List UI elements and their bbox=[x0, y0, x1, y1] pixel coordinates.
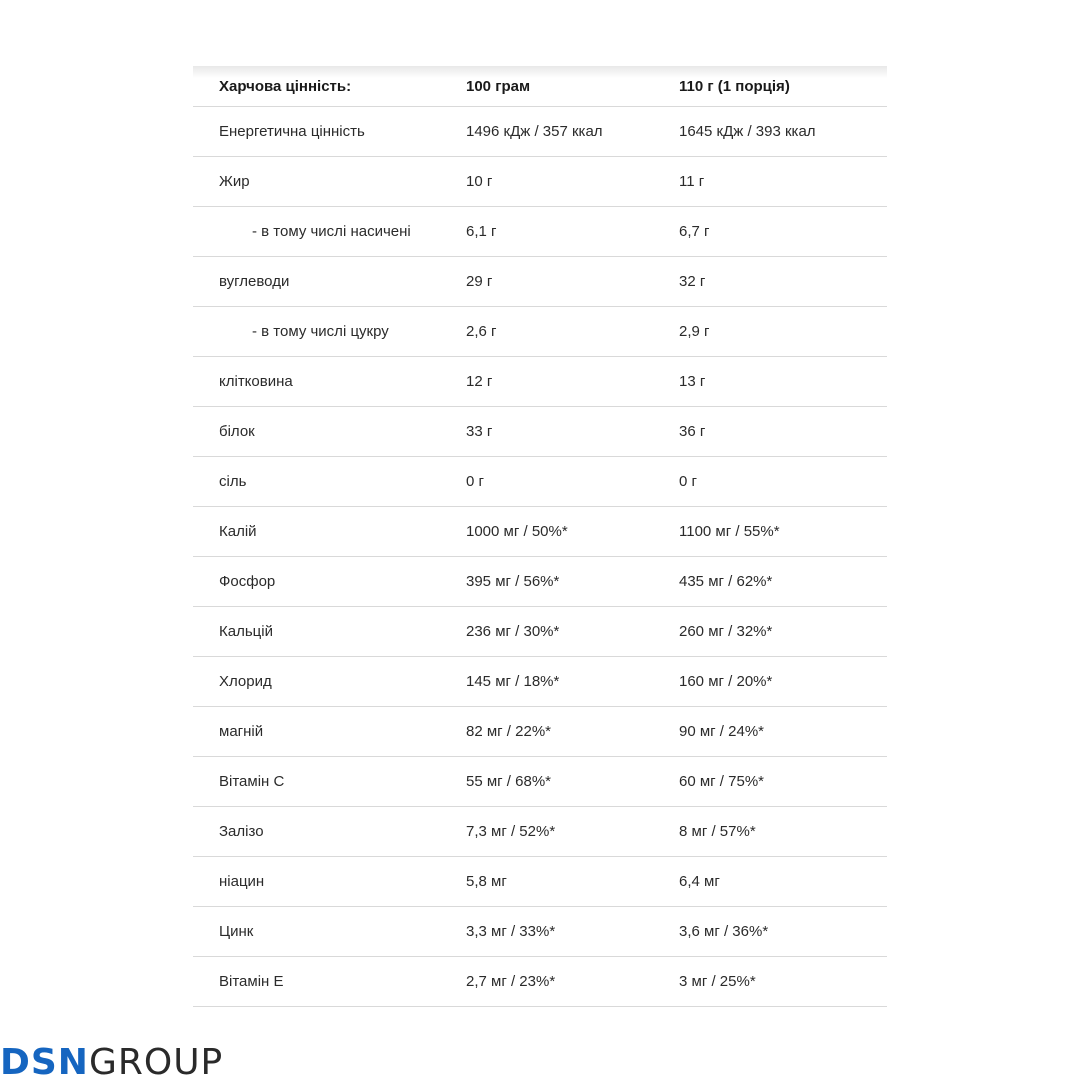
per-serving-cell: 60 мг / 75%* bbox=[679, 757, 887, 807]
per-serving-cell: 36 г bbox=[679, 407, 887, 457]
table-row bbox=[193, 657, 887, 707]
per-serving-cell: 32 г bbox=[679, 257, 887, 307]
table-row bbox=[193, 407, 887, 457]
header-per-serving: 110 г (1 порція) bbox=[679, 66, 887, 107]
nutrition-table-container bbox=[193, 66, 887, 1007]
table-row bbox=[193, 957, 887, 1007]
per-serving-cell: 160 мг / 20%* bbox=[679, 657, 887, 707]
per-serving-cell: 435 мг / 62%* bbox=[679, 557, 887, 607]
nutrient-name-cell: Жир bbox=[193, 157, 466, 207]
table-row bbox=[193, 857, 887, 907]
nutrient-name-cell: Фосфор bbox=[193, 557, 466, 607]
per-100g-cell: 5,8 мг bbox=[466, 857, 679, 907]
per-100g-cell: 10 г bbox=[466, 157, 679, 207]
nutrient-name-cell: ніацин bbox=[193, 857, 466, 907]
nutrient-name-cell: сіль bbox=[193, 457, 466, 507]
nutrient-name-cell: Калій bbox=[193, 507, 466, 557]
table-header-row bbox=[193, 66, 887, 107]
per-serving-cell: 2,9 г bbox=[679, 307, 887, 357]
table-row bbox=[193, 357, 887, 407]
logo-dsn-text: DSN bbox=[0, 1041, 89, 1080]
nutrient-name-cell: клітковина bbox=[193, 357, 466, 407]
per-serving-cell: 13 г bbox=[679, 357, 887, 407]
per-serving-cell: 8 мг / 57%* bbox=[679, 807, 887, 857]
table-row bbox=[193, 807, 887, 857]
per-100g-cell: 3,3 мг / 33%* bbox=[466, 907, 679, 957]
per-100g-cell: 2,7 мг / 23%* bbox=[466, 957, 679, 1007]
table-body bbox=[193, 107, 887, 1007]
per-serving-cell: 1645 кДж / 393 ккал bbox=[679, 107, 887, 157]
per-serving-cell: 0 г bbox=[679, 457, 887, 507]
nutrient-name-cell: магній bbox=[193, 707, 466, 757]
table-row bbox=[193, 707, 887, 757]
table-row bbox=[193, 907, 887, 957]
table-row bbox=[193, 457, 887, 507]
per-100g-cell: 12 г bbox=[466, 357, 679, 407]
per-100g-cell: 145 мг / 18%* bbox=[466, 657, 679, 707]
nutrient-name-cell: Хлорид bbox=[193, 657, 466, 707]
table-row bbox=[193, 507, 887, 557]
per-serving-cell: 3 мг / 25%* bbox=[679, 957, 887, 1007]
per-100g-cell: 6,1 г bbox=[466, 207, 679, 257]
per-100g-cell: 82 мг / 22%* bbox=[466, 707, 679, 757]
per-100g-cell: 395 мг / 56%* bbox=[466, 557, 679, 607]
table-row bbox=[193, 557, 887, 607]
nutrient-name-cell: - в тому числі насичені bbox=[193, 207, 466, 257]
header-nutrition-value: Харчова цінність: bbox=[193, 66, 466, 107]
per-100g-cell: 7,3 мг / 52%* bbox=[466, 807, 679, 857]
per-serving-cell: 1100 мг / 55%* bbox=[679, 507, 887, 557]
header-per-100g: 100 грам bbox=[466, 66, 679, 107]
dsn-group-logo bbox=[0, 1041, 224, 1080]
nutrient-name-cell: Вітамін Е bbox=[193, 957, 466, 1007]
table-row bbox=[193, 607, 887, 657]
per-100g-cell: 29 г bbox=[466, 257, 679, 307]
nutrient-name-cell: - в тому числі цукру bbox=[193, 307, 466, 357]
per-100g-cell: 236 мг / 30%* bbox=[466, 607, 679, 657]
per-100g-cell: 1000 мг / 50%* bbox=[466, 507, 679, 557]
per-serving-cell: 260 мг / 32%* bbox=[679, 607, 887, 657]
table-row bbox=[193, 307, 887, 357]
table-row bbox=[193, 107, 887, 157]
table-row bbox=[193, 757, 887, 807]
per-serving-cell: 6,4 мг bbox=[679, 857, 887, 907]
nutrient-name-cell: Вітамін С bbox=[193, 757, 466, 807]
per-serving-cell: 3,6 мг / 36%* bbox=[679, 907, 887, 957]
table-row bbox=[193, 157, 887, 207]
table-row bbox=[193, 207, 887, 257]
per-serving-cell: 90 мг / 24%* bbox=[679, 707, 887, 757]
per-100g-cell: 2,6 г bbox=[466, 307, 679, 357]
nutrient-name-cell: Цинк bbox=[193, 907, 466, 957]
nutrient-name-cell: вуглеводи bbox=[193, 257, 466, 307]
logo-group-text: GROUP bbox=[88, 1041, 224, 1080]
table-row bbox=[193, 257, 887, 307]
per-100g-cell: 33 г bbox=[466, 407, 679, 457]
per-100g-cell: 55 мг / 68%* bbox=[466, 757, 679, 807]
nutrient-name-cell: Енергетична цінність bbox=[193, 107, 466, 157]
nutrient-name-cell: Залізо bbox=[193, 807, 466, 857]
per-100g-cell: 1496 кДж / 357 ккал bbox=[466, 107, 679, 157]
nutrient-name-cell: білок bbox=[193, 407, 466, 457]
per-serving-cell: 6,7 г bbox=[679, 207, 887, 257]
per-serving-cell: 11 г bbox=[679, 157, 887, 207]
per-100g-cell: 0 г bbox=[466, 457, 679, 507]
nutrition-table bbox=[193, 66, 887, 1007]
nutrient-name-cell: Кальцій bbox=[193, 607, 466, 657]
